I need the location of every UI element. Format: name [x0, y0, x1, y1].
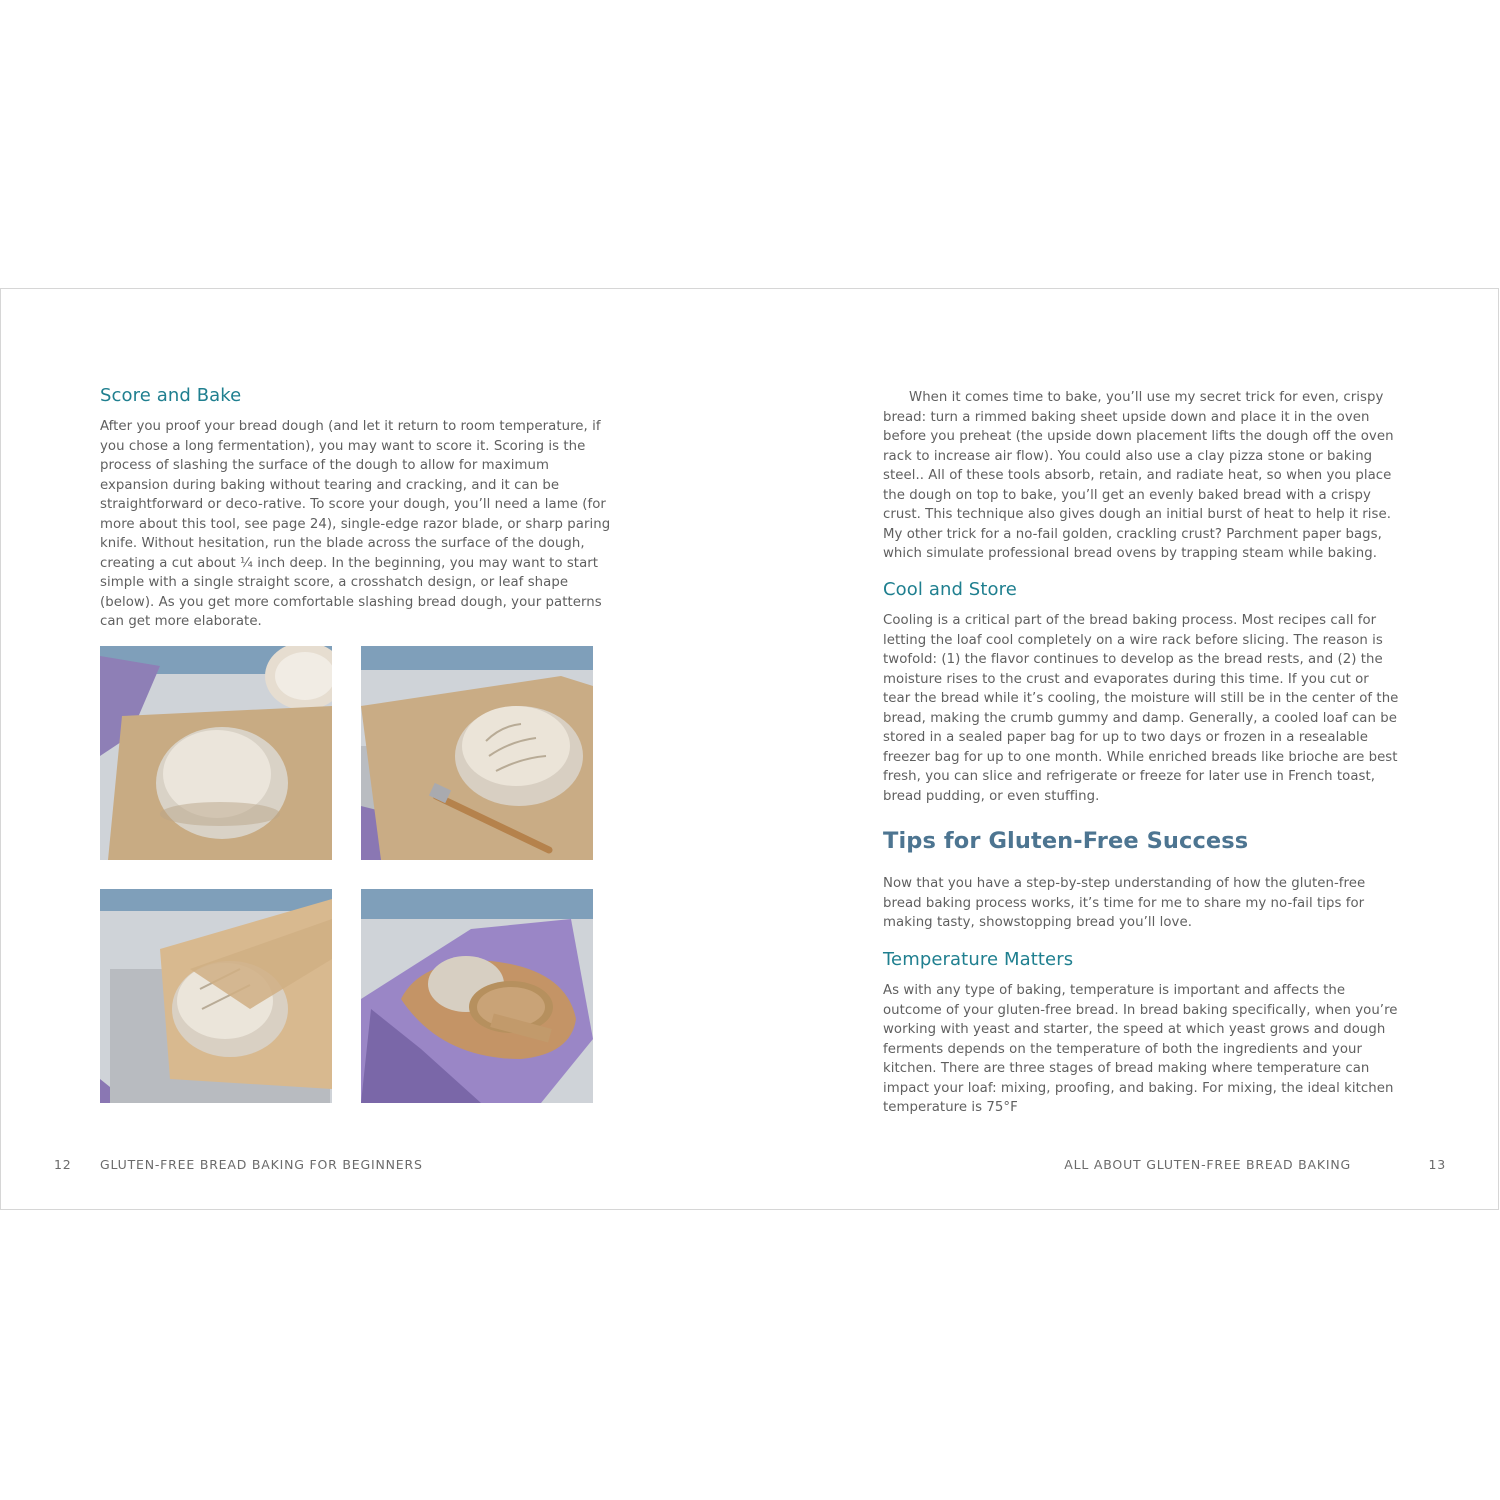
photo-sliced-bread-on-board	[361, 889, 593, 1103]
left-running-head: GLUTEN-FREE BREAD BAKING FOR BEGINNERS	[100, 1157, 423, 1172]
tips-heading: Tips for Gluten-Free Success	[883, 828, 1249, 854]
left-page-number: 12	[54, 1157, 72, 1172]
right-running-head: ALL ABOUT GLUTEN-FREE BREAD BAKING	[1064, 1157, 1351, 1172]
photo-unscored-dough	[100, 646, 332, 860]
cool-and-store-heading: Cool and Store	[883, 579, 1017, 600]
baking-paragraph: When it comes time to bake, you’ll use my secret trick for even, crispy bread: turn a rimmed baking sheet upside down and place it in the oven before you preheat (the upside down placement lifts the dough off the oven rack to increase air flow). You could also use a clay pizza stone or baking steel.. All of these tools absorb, retain, and radiate heat, so when you place the dough on top to bake, you’ll get an evenly baked bread with a crispy crust. This technique also gives dough an initial burst of heat to help it rise. My other trick for a no-fail golden, crackling crust? Parchment paper bags, which simulate professional bread ovens by trapping steam while baking.	[883, 390, 1394, 561]
tips-paragraph: Now that you have a step-by-step understanding of how the gluten-free bread baking process works, it’s time for me to share my no-fail tips for making tasty, showstopping bread you’ll love.	[883, 876, 1366, 930]
score-and-bake-paragraph: After you proof your bread dough (and let it return to room temperature, if you chose a long fermentation), you may want to score it. Scoring is the process of slashing the surface of the dough to allow for maximum expansion during baking without tearing and cracking, and it can be straightforward or deco-rative. To score your dough, you’ll need a lame (for more about this tool, see page 24), single-edge razor blade, or sharp paring knife. Without hesitation, run the blade across the surface of the dough, creating a cut about ¼ inch deep. In the beginning, you may want to start simple with a single straight score, a crosshatch design, or leaf shape (below). As you get more comfortable slashing bread dough, your patterns can get more elaborate.	[100, 419, 611, 629]
photo-scored-dough-with-lame	[361, 646, 593, 860]
book-spread	[0, 288, 1499, 1210]
photo-loaf-in-parchment-bag	[100, 889, 332, 1103]
temperature-paragraph: As with any type of baking, temperature is important and affects the outcome of your gluten-free bread. In bread baking specifically, when you’re working with yeast and starter, the speed at which yeast grows and dough ferments depends on the temperature of both the ingredients and your kitchen. There are three stages of bread making where temperature can impact your loaf: mixing, proofing, and baking. For mixing, the ideal kitchen temperature is 75°F	[883, 983, 1398, 1115]
temperature-matters-heading: Temperature Matters	[883, 949, 1074, 970]
right-page-number: 13	[1428, 1157, 1446, 1172]
score-and-bake-heading: Score and Bake	[100, 385, 242, 406]
cool-and-store-paragraph: Cooling is a critical part of the bread baking process. Most recipes call for letting the loaf cool completely on a wire rack before slicing. The reason is twofold: (1) the flavor continues to develop as the bread rests, and (2) the moisture rises to the crust and evaporates during this time. If you cut or tear the bread while it’s cooling, the moisture will still be in the center of the bread, making the crumb gummy and damp. Generally, a cooled loaf can be stored in a sealed paper bag for up to two days or frozen in a resealable freezer bag for up to one month. While enriched breads like brioche are best fresh, you can slice and refrigerate or freeze for later use in French toast, bread pudding, or even stuffing.	[883, 613, 1399, 804]
